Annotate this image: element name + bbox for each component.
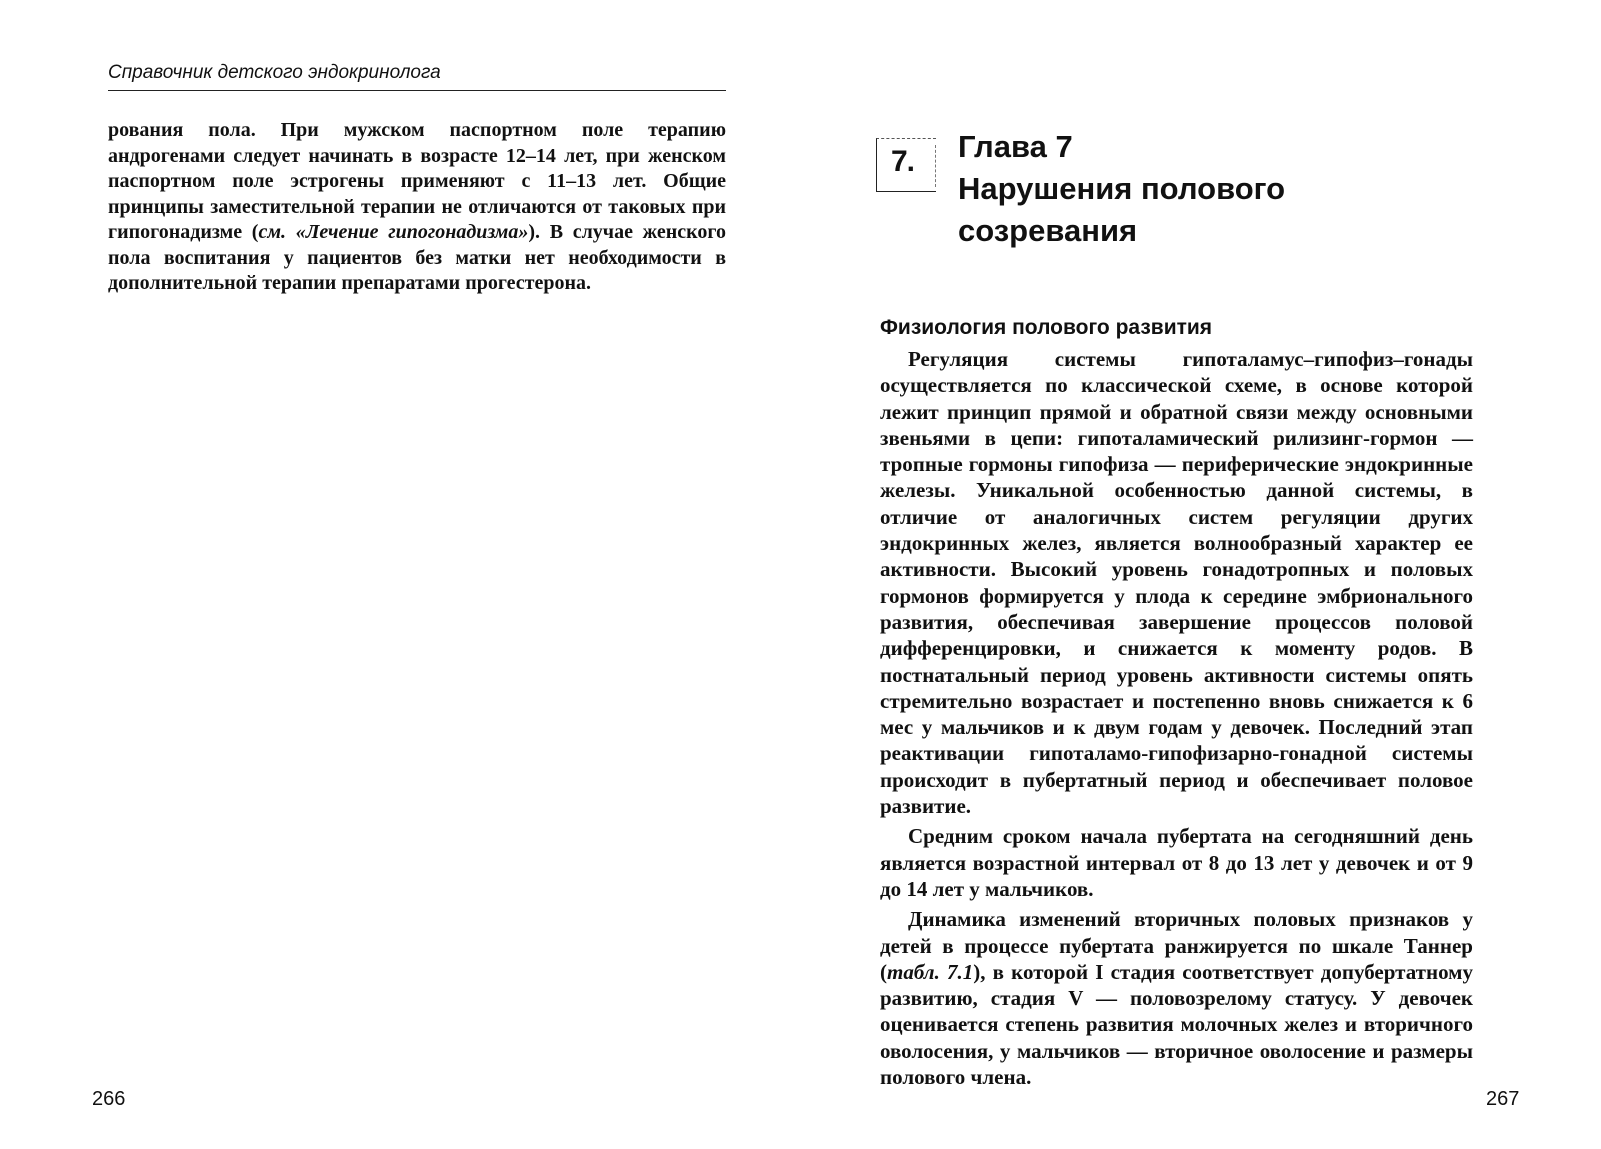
page-number-left: 266 (92, 1088, 126, 1110)
chapter-number-box (876, 138, 936, 192)
chapter-title-line2: созревания (958, 213, 1138, 248)
left-paragraph-text-a: рования пола. При мужском паспортном поле терапию андрогенами следует начинать в возрасте 12–14 лет, при женском паспортном поле эстрогены применяют с 11–13 лет. Общие принципы заместительной терапии не отличаются от таковых при гипогонадизме ( (108, 119, 726, 243)
right-page (800, 0, 1601, 1149)
chapter-title (958, 126, 1518, 252)
left-paragraph (108, 118, 726, 297)
cross-reference: см. «Лечение гипогонадизма» (258, 221, 529, 243)
paragraph-3 (880, 906, 1473, 1090)
page-number-right: 267 (1486, 1088, 1520, 1110)
chapter-number: 7. (891, 145, 915, 178)
paragraph-3-text-b: ), в которой I стадия соответствует допубертатному развитию, стадия V — половозрелому статусу. У девочек оценивается степень развития молочных желез и вторичного оволосения, у мальчиков — вторичное оволосение и размеры полового члена. (880, 959, 1473, 1090)
table-reference: табл. 7.1 (887, 959, 974, 984)
left-paragraph-text-b: ). В случае женского пола воспитания у пациентов без матки нет необходимости в дополнительной терапии препаратами прогестерона. (108, 221, 726, 294)
left-page (0, 0, 800, 1149)
left-text-column (108, 118, 726, 297)
paragraph-2: Средним сроком начала пубертата на сегодняшний день является возрастной интервал от 8 до 13 лет у девочек и от 9 до 14 лет у мальчиков. (880, 824, 1473, 901)
chapter-label: Глава 7 (958, 129, 1073, 164)
section-heading: Физиология полового развития (880, 316, 1213, 339)
paragraph-3-text-a: Динамика изменений вторичных половых признаков у детей в процессе пубертата ранжируется по шкале Таннер ( (880, 907, 1473, 984)
paragraph-1: Регуляция системы гипоталамус–гипофиз–гонады осуществляется по классической схеме, в основе которой лежит принцип прямой и обратной связи между основными звеньями в цепи: гипоталамический рилизинг-гормон — тропные гормоны гипофиза — периферические эндокринные железы. Уникальной особенностью данной системы, в отличие от аналогичных систем регуляции других эндокринных желез, является волнообразный характер ее активности. Высокий уровень гонадотропных и половых гормонов формируется у плода к середине эмбрионального развития, обеспечивая завершение процессов половой дифференцировки, и снижается к моменту родов. В постнатальный период уровень активности системы опять стремительно возрастает и постепенно вновь снижается к 6 мес у мальчиков и к двум годам у девочек. Последний этап реактивации гипоталамо-гипофизарно-гонадной системы происходит в пубертатный период и обеспечивает половое развитие. (880, 347, 1473, 819)
chapter-title-line1: Нарушения полового (958, 171, 1286, 206)
running-header: Справочник детского эндокринолога (108, 60, 726, 91)
right-text-column (880, 346, 1473, 1094)
